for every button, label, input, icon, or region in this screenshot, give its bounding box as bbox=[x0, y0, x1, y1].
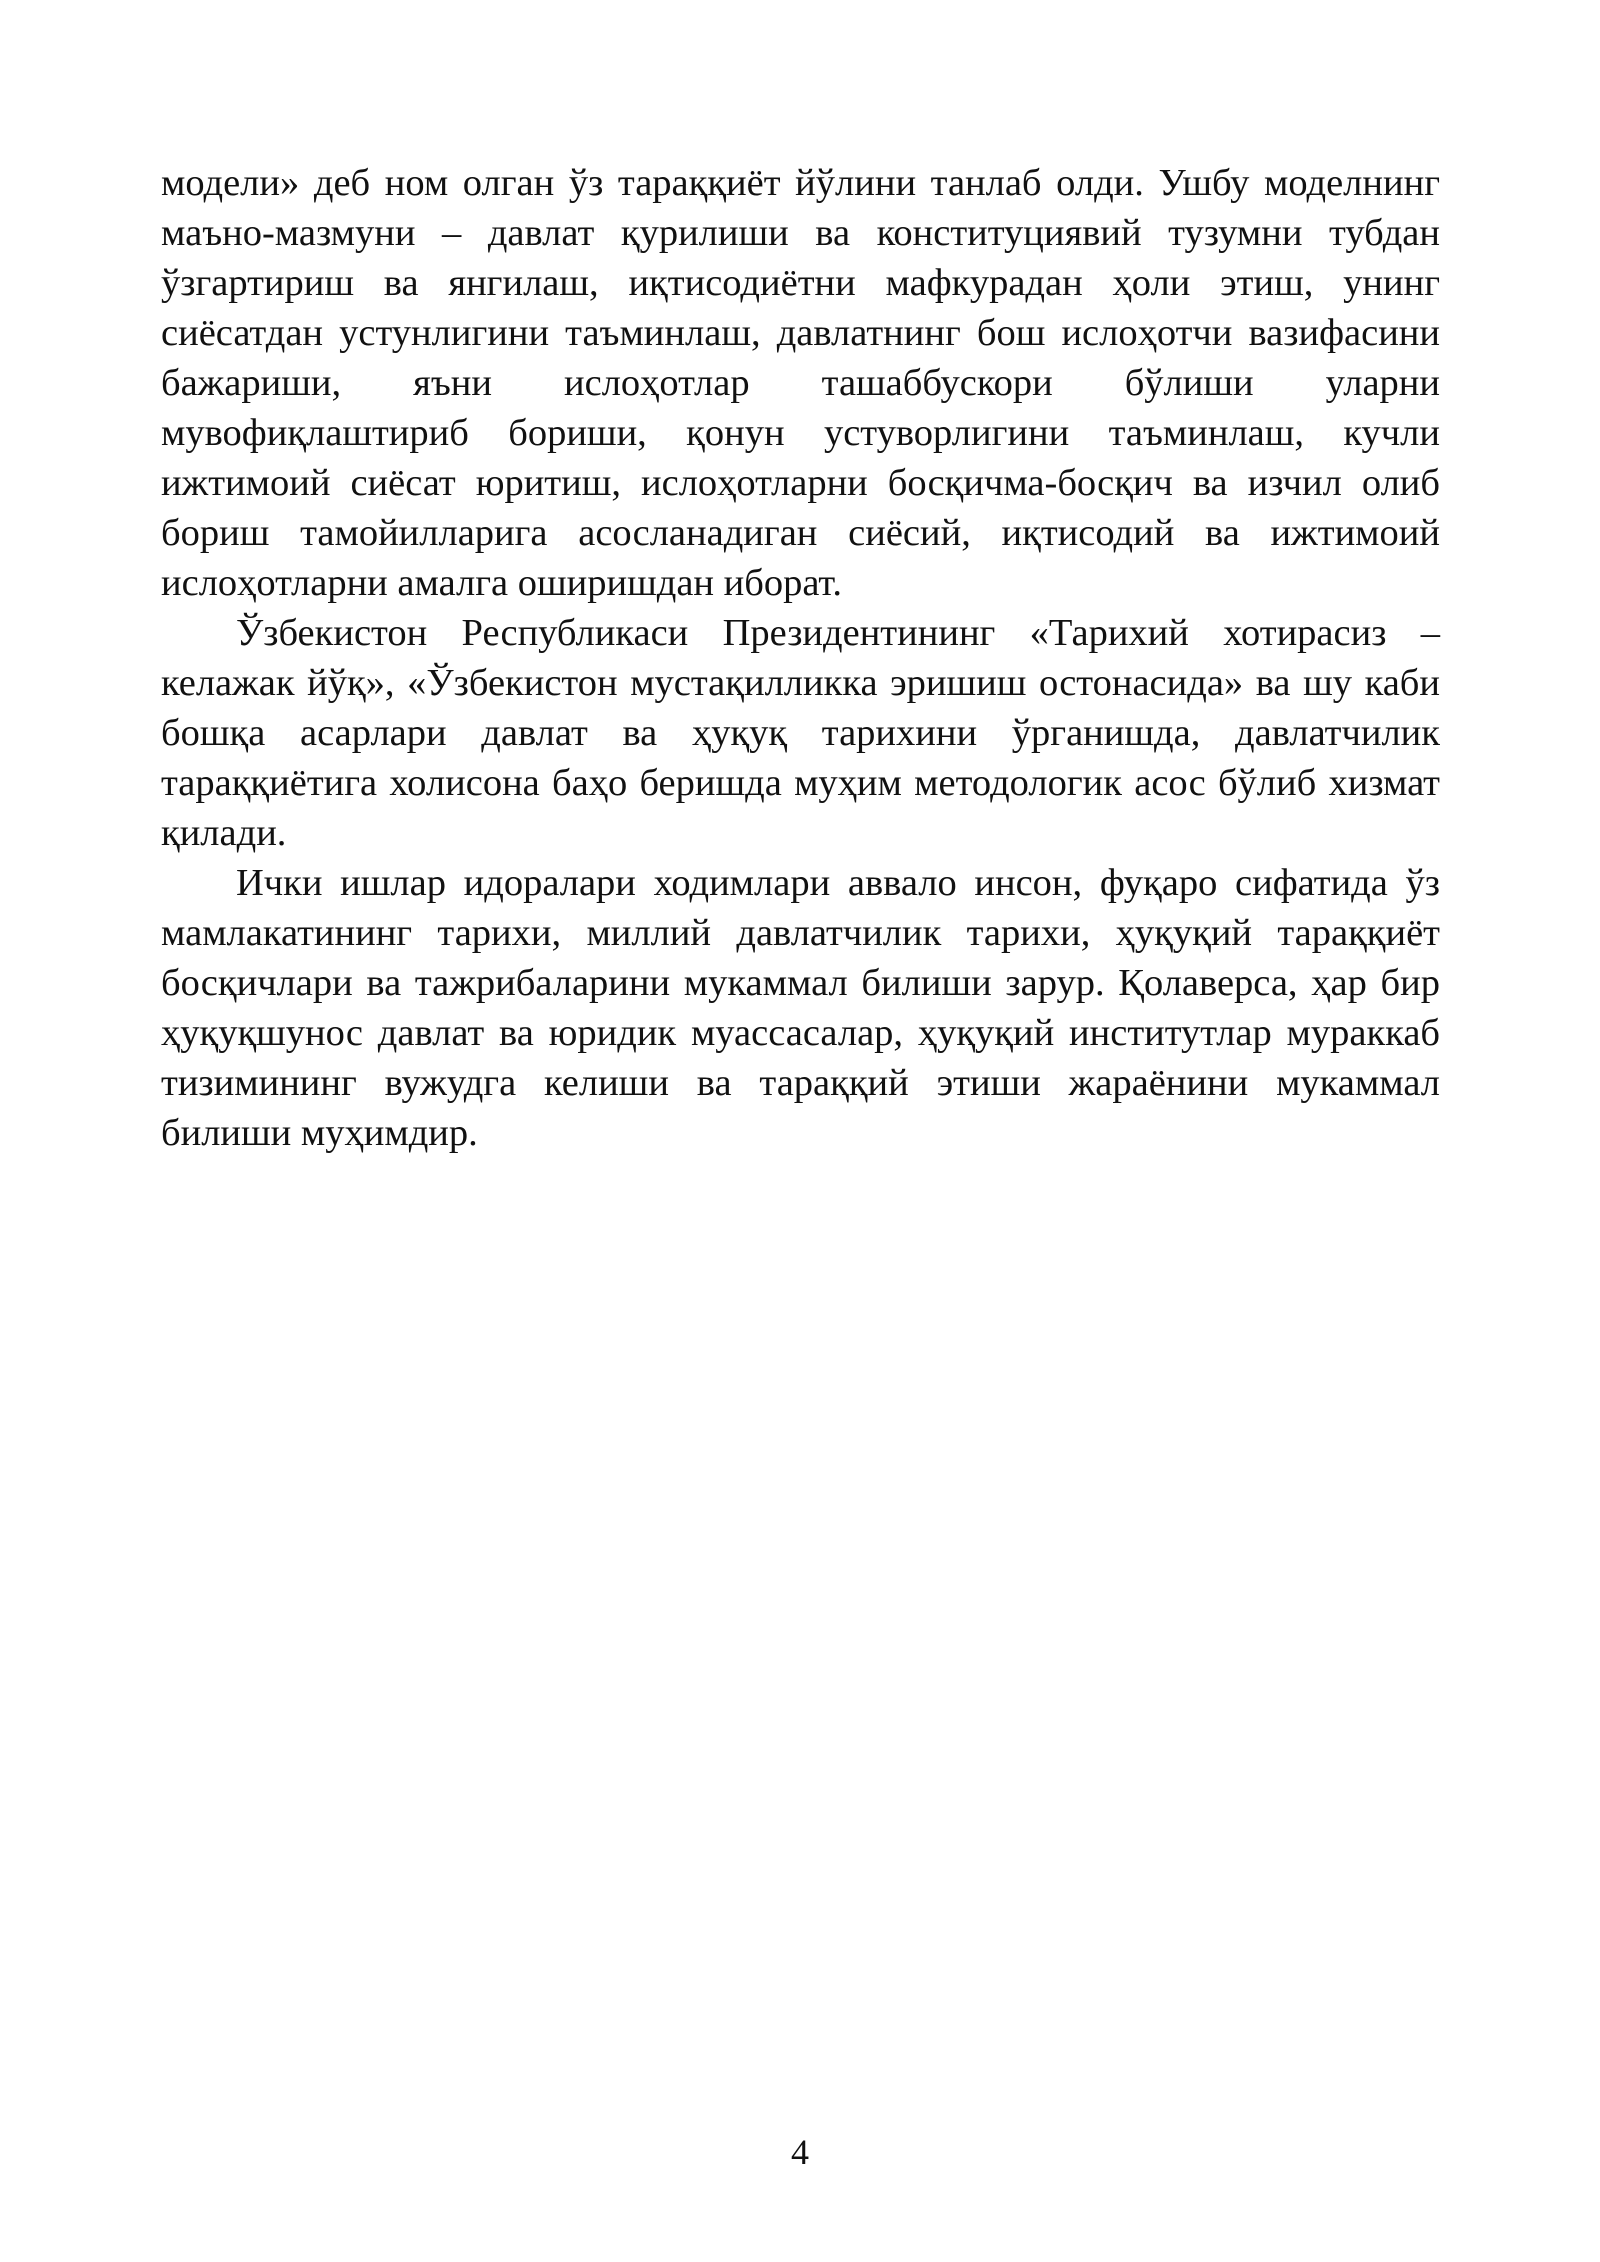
page-number: 4 bbox=[791, 2132, 809, 2172]
paragraph-3: Ички ишлар идоралари ходимлари аввало инсон, фуқаро сифатида ўз мамлакатининг тарихи, миллий давлатчилик тарихи, ҳуқуқий тараққиёт босқичлари ва тажрибаларини мукаммал билиши зарур. Қолаверса, ҳар бир ҳуқуқшунос давлат ва юридик муассасалар, ҳуқуқий институтлар мураккаб тизимининг вужудга келиши ва тараққий этиши жараёнини мукаммал билиши муҳимдир. bbox=[161, 862, 1440, 1154]
paragraph-1: модели» деб ном олган ўз тараққиёт йўлини танлаб олди. Ушбу моделнинг маъно-мазмуни – давлат қурилиши ва конституциявий тузумни тубдан ўзгартириш ва янгилаш, иқтисодиётни мафкурадан ҳоли этиш, унинг сиёсатдан устунлигини таъминлаш, давлатнинг бош ислоҳотчи вазифасини бажариши, яъни ислоҳотлар ташаббускори бўлиши уларни мувофиқлаштириб бориши, қонун устуворлигини таъминлаш, кучли ижтимоий сиёсат юритиш, ислоҳотларни босқичма-босқич ва изчил олиб бориш тамойилларига асосланадиган сиёсий, иқтисодий ва ижтимоий ислоҳотларни амалга оширишдан иборат. bbox=[161, 162, 1440, 604]
paragraph-2: Ўзбекистон Республикаси Президентининг «Тарихий хотирасиз – келажак йўқ», «Ўзбекистон мустақилликка эришиш остонасида» ва шу каби бошқа асарлари давлат ва ҳуқуқ тарихини ўрганишда, давлатчилик тараққиётига холисона баҳо беришда муҳим методологик асос бўлиб хизмат қилади. bbox=[161, 612, 1440, 854]
page-content bbox=[161, 158, 1440, 1158]
